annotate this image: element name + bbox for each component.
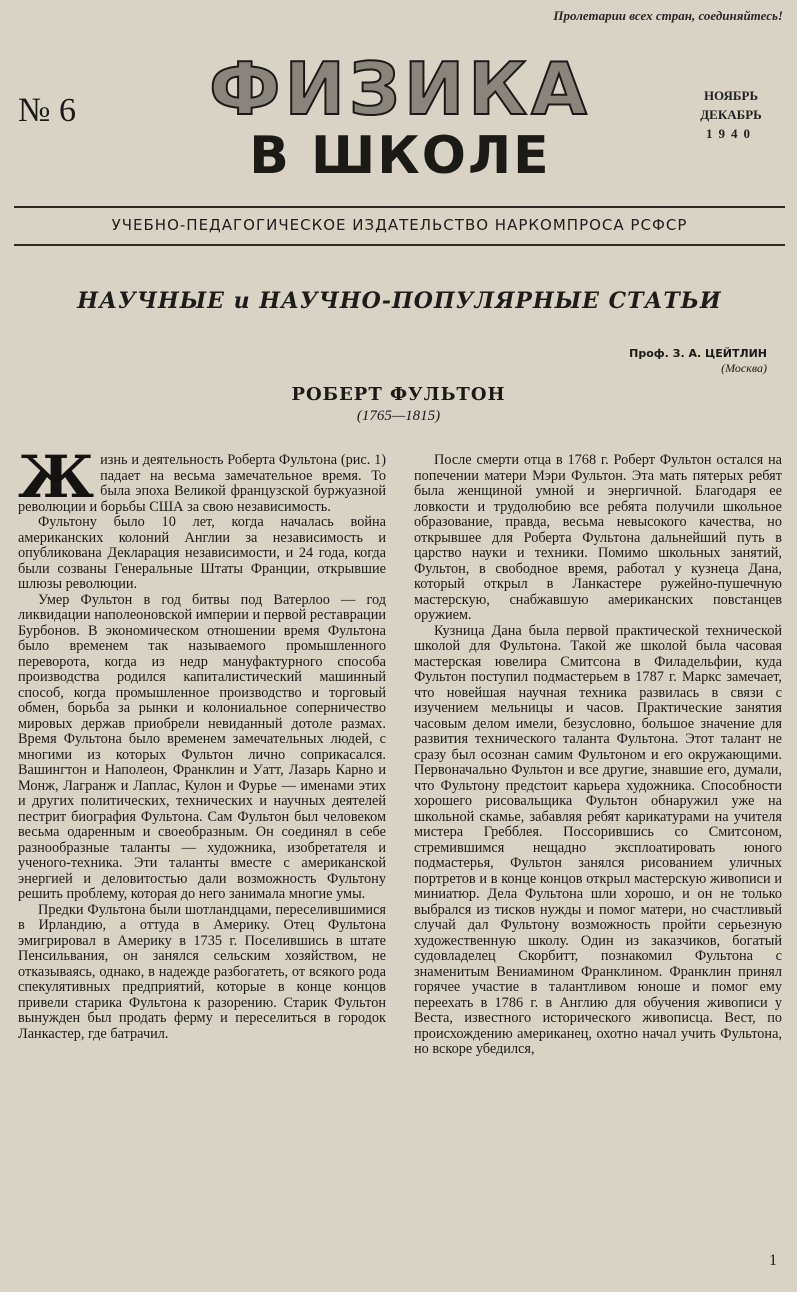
article-dates: (1765—1815) [356, 408, 441, 424]
bottom-divider [14, 244, 785, 246]
issue-month-2: ДЕКАБРЬ [700, 107, 762, 122]
drop-cap: Ж [18, 443, 95, 511]
paragraph: Предки Фультона были шотландцами, переселившимися в Ирландию, а оттуда в Америку. Отец Фультона эмигрировал в Америку в 1735 г. Поселившись в штате Пенсильвания, он занялся сельским хозяйством, не отказываясь, однако, в надежде разбогатеть, от всякого рода спекулятивных предприятий, которые в конце концов привели старика Фультона к разорению. Старик Фультон вынужден был продать ферму и переселиться в городок Ланкастер, где батрачил. [18, 901, 386, 1042]
issue-month-1: НОЯБРЬ [703, 88, 759, 103]
issue-year: 1940 [706, 126, 756, 141]
article-title: РОБЕРТ ФУЛЬТОН [291, 384, 506, 405]
masthead-title: ФИЗИКА [209, 47, 591, 131]
author-block [629, 346, 767, 376]
right-column [414, 453, 782, 1058]
masthead [180, 48, 620, 186]
paragraph: Жизнь и деятельность Роберта Фультона (рис. 1) падает на весьма замечательное время. То была эпоха Великой французской буржуазной революции и борьбы США за свою независимость. [18, 443, 386, 515]
issue-number: № 6 [18, 92, 76, 129]
page-number: 1 [769, 1252, 777, 1269]
slogan: Пролетарии всех стран, соединяйтесь! [553, 8, 783, 23]
paragraph: Умер Фультон в год битвы под Ватерлоо — год ликвидации наполеоновской империи и первой реставрации Бурбонов. В экономическом отношении время Фультона было временем так называемого промышленного переворота, когда из недр мануфактурного способа производства родился капиталистический машинный способ, когда промышленное производство и торговый обмен, борьба за рынки и колониальное соперничество мировых держав приобрели невиданный дотоле размах. Время Фультона было временем замечательных людей, с многими из которых Фультон лично соприкасался. Вашингтон и Наполеон, Франклин и Уатт, Лазарь Карно и Монж, Лагранж и Лаплас, Кулон и Фурье — именами этих и других политических, технических и научных деятелей пестрит биография Фультона. Сам Фультон был человеком весьма одаренным и своеобразным. Он соединял в себе разнообразные таланты — художника, изобретателя и ученого-техника. Эти таланты вместе с американской энергией и деловитостью дали возможность Фультону решить проблему, которая до него занимала многие умы. [18, 591, 387, 902]
left-column [18, 443, 387, 1042]
masthead-subtitle: В ШКОЛЕ [249, 126, 551, 186]
top-divider [14, 206, 785, 208]
publisher-line: УЧЕБНО-ПЕДАГОГИЧЕСКОЕ ИЗДАТЕЛЬСТВО НАРКОМПРОСА РСФСР [111, 216, 688, 234]
paragraph: После смерти отца в 1768 г. Роберт Фультон остался на попечении матери Мэри Фультон. Эта мать пятерых ребят была женщиной умной и энергичной. Благодаря ее ловкости и трудолюбию все ребята получили школьное образование, правда, весьма невысокого качества, но открывшее для Роберта Фультона дальнейший путь в царство науки и техники. Помимо школьных занятий, Фультон, в свободное время, работал у кузнеца Дана, который открыл в Ланкастере ружейно-пушечную мастерскую, снабжавшую американских повстанцев оружием. [414, 452, 782, 623]
issue-date [681, 86, 781, 143]
author-city: (Москва) [721, 361, 767, 375]
author-name: Проф. З. А. ЦЕЙТЛИН [629, 347, 767, 360]
paragraph: Кузница Дана была первой практической технической школой для Фультона. Такой же школой была часовая мастерская ювелира Смитсона в Филадельфии, куда Фультон поступил подмастерьем в 1787 г. Маркс замечает, что новейшая научная техника развилась в связи с изучением мельницы и часов. Практические занятия часовым делом имели, безусловно, большое значение для развития технического таланта Фультона. Этот талант не сразу был осознан самим Фультоном и его окружающими. Первоначально Фультон и все другие, знавшие его, думали, что Фультону предстоит карьера художника. Способности хорошего рисовальщика Фультон обнаружил уже на школьной скамье, забавляя ребят карикатурами на учителя мистера Гребблея. Поссорившись со Смитсоном, стремившимся нещадно эксплоатировать юного подмастерья, Фультон занялся рисованием уличных портретов и в конце концов открыл мастерскую живописи и миниатюр. Дела Фультона шли хорошо, и он не только выбрался из тисков нужды и помог матери, но счастливый случай дал Фультону возможность пройти серьезную художественную школу. Один из заказчиков, богатый судовладелец Скорбитт, познакомил Фультона с знаменитым Вениамином Франклином. Франклин принял горячее участие в талантливом юноше и помог ему переехать в 1786 г. в Англию для обучения живописи у Веста, известного исторического живописца. Вест, по происхождению американец, охотно начал учить Фультона, но вскоре убедился, [414, 622, 782, 1057]
section-heading: НАУЧНЫЕ и НАУЧНО-ПОПУЛЯРНЫЕ СТАТЬИ [77, 288, 722, 314]
paragraph: Фультону было 10 лет, когда началась война американских колоний Англии за независимость и опубликована Декларация независимости, и 24 года, когда были созваны Генеральные Штаты Франции, открывшие шлюзы революции. [18, 514, 386, 592]
